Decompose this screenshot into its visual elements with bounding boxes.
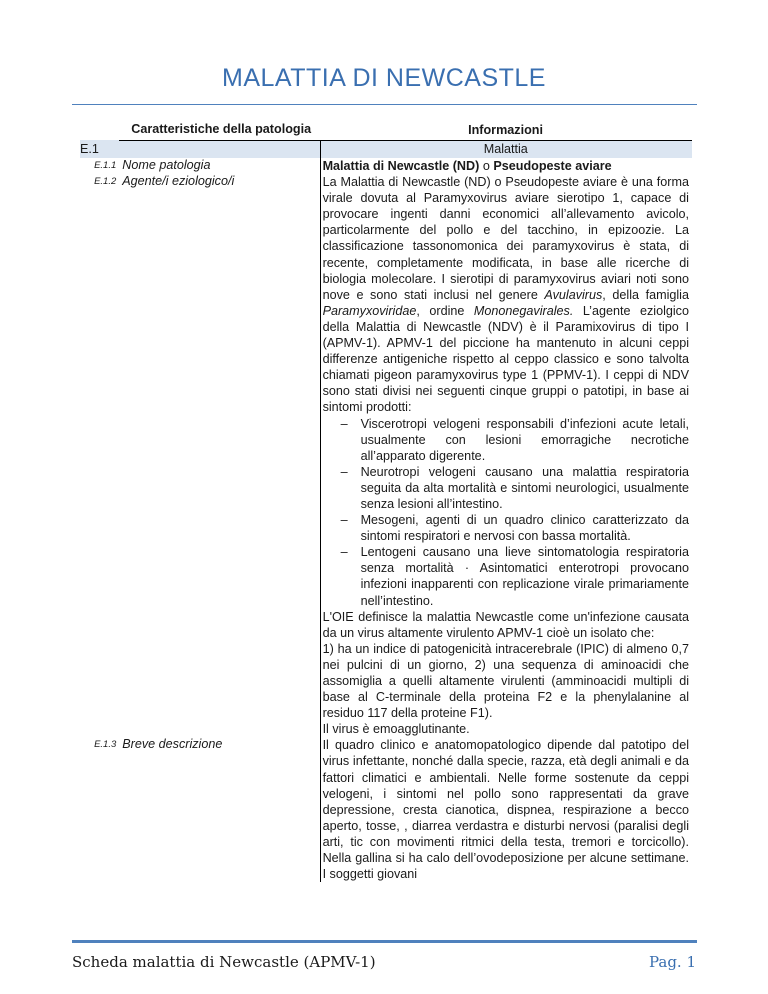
row-code: E.1.1 bbox=[94, 160, 117, 171]
row-name: Agente/i eziologico/i bbox=[122, 174, 235, 189]
section-row bbox=[80, 140, 692, 158]
etiology-paragraph: La Malattia di Newcastle (ND) o Pseudopeste aviare è una forma virale dovuta al Paramyxovirus aviare sierotipo 1, capace di provocare ingenti danni economici all’allevamento avicolo, particolarmente del pollo e del tacchino, in epizoozie. La classificazione tassonomonica dei paramyxovirus è stata, di recente, completamente modificata, in base alle ricerche di biologia molecolare. I sierotipi di paramyxovirus aviari noti sono nove e sono stati inclusi nel genere Avulavirus, della famiglia Paramyxoviridae, ordine Mononegavirales. L’agente eziolgico della Malattia di Newcastle (NDV) è il Paramixovirus di tipo I (APMV-1). APMV-1 del piccione ha mantenuto in alcuni ceppi differenze antigeniche rispetto al ceppo classico e sono talvolta chiamati pigeon paramyxovirus type 1 (PPMV-1). I ceppi di NDV sono stati divisi nei seguenti cinque gruppi o patotipi, in base ai sintomi prodotti: bbox=[322, 175, 689, 415]
disease-name-alt: Pseudopeste aviare bbox=[493, 159, 612, 173]
row-name: Breve descrizione bbox=[122, 737, 223, 752]
table-row bbox=[80, 158, 692, 174]
page-number: Pag. 1 bbox=[648, 953, 696, 971]
col-left-header: Caratteristiche della patologia bbox=[119, 122, 320, 140]
table-header-row bbox=[80, 122, 692, 140]
disease-name-connector: o bbox=[479, 159, 494, 173]
disease-name-primary: Malattia di Newcastle (ND) bbox=[322, 159, 480, 173]
oie-criteria-paragraph: 1) ha un indice di patogenicità intracerebrale (IPIC) di almeno 0,7 nei pulcini di un giorno, 2) una sequenza di aminoacidi che assomiglia a quelli altamente virulenti (amminoacidi multipli di base al C-terminale della proteina F2 e la phenylalanine al residuo 117 della proteine F1). bbox=[322, 641, 689, 721]
table-row bbox=[80, 737, 692, 882]
footer-divider bbox=[72, 940, 697, 943]
list-item: – Viscerotropi velogeni responsabili d’infezioni acute letali, usualmente con lesioni emorragiche necrotiche all’apparato digerente. bbox=[323, 416, 689, 464]
pathotype-list bbox=[323, 416, 689, 609]
hemagglutinin-note: Il virus è emoagglutinante. bbox=[322, 722, 470, 737]
list-item: – Neurotropi velogeni causano una malattia respiratoria seguita da alta mortalità e sintomi neurologici, usualmente senza lesioni all’intestino. bbox=[323, 464, 689, 512]
row-info-disease-name bbox=[320, 158, 692, 174]
list-item: – Mesogeni, agenti di un quadro clinico caratterizzato da sintomi respiratori e nervosi con bassa mortalità. bbox=[323, 512, 689, 544]
oie-definition-paragraph: L'OIE definisce la malattia Newcastle come un'infezione causata da un virus altamente virulento APMV-1 cioè un isolato che: bbox=[322, 609, 689, 640]
footer-document-name: Scheda malattia di Newcastle (APMV-1) bbox=[72, 953, 376, 971]
description-paragraph: Il quadro clinico e anatomopatologico dipende dal patotipo del virus infettante, nonché dalla specie, razza, età degli animali e da fattori climatici e ambientali. Nelle forme sostenute da ceppi velogeni, i sintomi nel pollo sono rappresentati da grave depressione, cresta cianotica, dispnea, respirazione a becco aperto, tosse, , diarrea verdastra e disturbi nervosi (paralisi degli arti, tic con movimenti ritmici della testa, tremori e torcicollo). Nella gallina si ha calo dell’ovodeposizione per alcune settimane. I soggetti giovani bbox=[322, 738, 689, 882]
table-row bbox=[80, 174, 692, 737]
title-divider bbox=[72, 104, 697, 105]
row-info-etiology bbox=[320, 174, 692, 737]
section-code: E.1 bbox=[80, 140, 119, 158]
section-label: Malattia bbox=[320, 140, 692, 158]
row-code: E.1.2 bbox=[94, 176, 117, 188]
disease-table bbox=[80, 122, 692, 882]
col-right-header: Informazioni bbox=[320, 122, 692, 140]
list-item: – Lentogeni causano una lieve sintomatologia respiratoria senza mortalità · Asintomatici enterotropi provocano infezioni inapparenti con replicazione virale primariamente nell’intestino. bbox=[323, 544, 689, 608]
document-title: MALATTIA DI NEWCASTLE bbox=[222, 64, 546, 92]
row-name: Nome patologia bbox=[122, 158, 211, 172]
row-info-description bbox=[320, 737, 692, 882]
row-code: E.1.3 bbox=[94, 739, 117, 751]
